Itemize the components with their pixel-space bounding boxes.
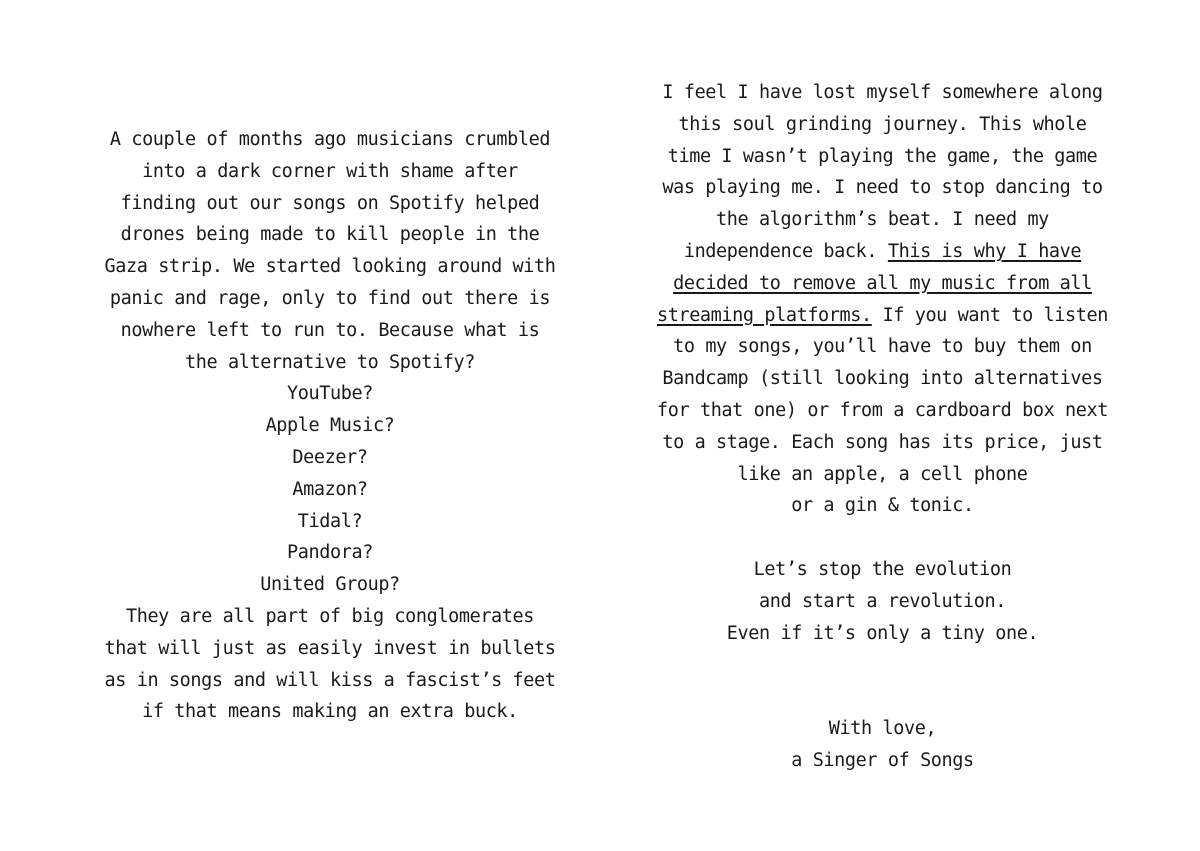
text-line: drones being made to kill people in the [120,224,540,246]
text-line: for that one) or from a cardboard box next [657,399,1108,421]
text-line: into a dark corner with shame after [142,160,518,182]
platform-question: Tidal? [297,510,363,532]
text-segment: independence back. [683,240,888,262]
closing-line: Even if it’s only a tiny one. [726,622,1039,644]
underlined-statement: streaming platforms. [656,304,872,326]
underlined-statement: This is why I have [887,240,1082,262]
text-line: I feel I have lost myself somewhere along [662,82,1103,103]
text-line: was playing me. I need to stop dancing to [662,177,1103,199]
text-line: the alternative to Spotify? [185,351,475,373]
text-line: finding out our songs on Spotify helped [120,192,540,214]
text-line: if that means making an extra buck. [142,701,518,723]
text-line: panic and rage, only to find out there is [109,287,551,309]
text-segment: If you want to listen [871,304,1108,326]
text-line: nowhere left to run to. Because what is [120,319,540,341]
text-line: this soul grinding journey. This whole [678,113,1087,135]
platform-question: Deezer? [292,446,368,468]
text-line: that will just as easily invest in bullets [104,637,556,659]
text-line: the algorithm’s beat. I need my [716,209,1049,231]
platform-question: YouTube? [287,383,373,405]
spacer [610,522,1155,554]
right-page-text [610,77,1155,777]
underlined-statement: decided to remove all my music from all [673,272,1092,294]
platform-question: Apple Music? [265,415,395,437]
text-line [610,236,1155,268]
platform-question: United Group? [260,574,400,596]
left-page-text [60,124,600,728]
text-line: to my songs, you’ll have to buy them on [673,336,1092,358]
text-line: as in songs and will kiss a fascist’s feet [104,669,556,691]
text-line [610,268,1155,300]
signoff-line: With love, [828,717,937,739]
text-line: time I wasn’t playing the game, the game [667,145,1098,167]
platform-question: Pandora? [287,542,373,564]
signature: a Singer of Songs [791,749,974,771]
text-line [610,300,1155,332]
closing-line: and start a revolution. [759,590,1006,612]
text-line: or a gin & tonic. [791,495,974,517]
text-line: like an apple, a cell phone [737,463,1028,485]
text-line: Bandcamp (still looking into alternatives [662,368,1103,390]
text-line: to a stage. Each song has its price, just [662,431,1103,453]
text-line: They are all part of big conglomerates [125,605,535,627]
text-line: A couple of months ago musicians crumbled [109,129,551,150]
text-line: Gaza strip. We started looking around with [104,256,556,278]
platform-question: Amazon? [292,478,368,500]
closing-line: Let’s stop the evolution [753,558,1012,580]
spacer [610,649,1155,713]
